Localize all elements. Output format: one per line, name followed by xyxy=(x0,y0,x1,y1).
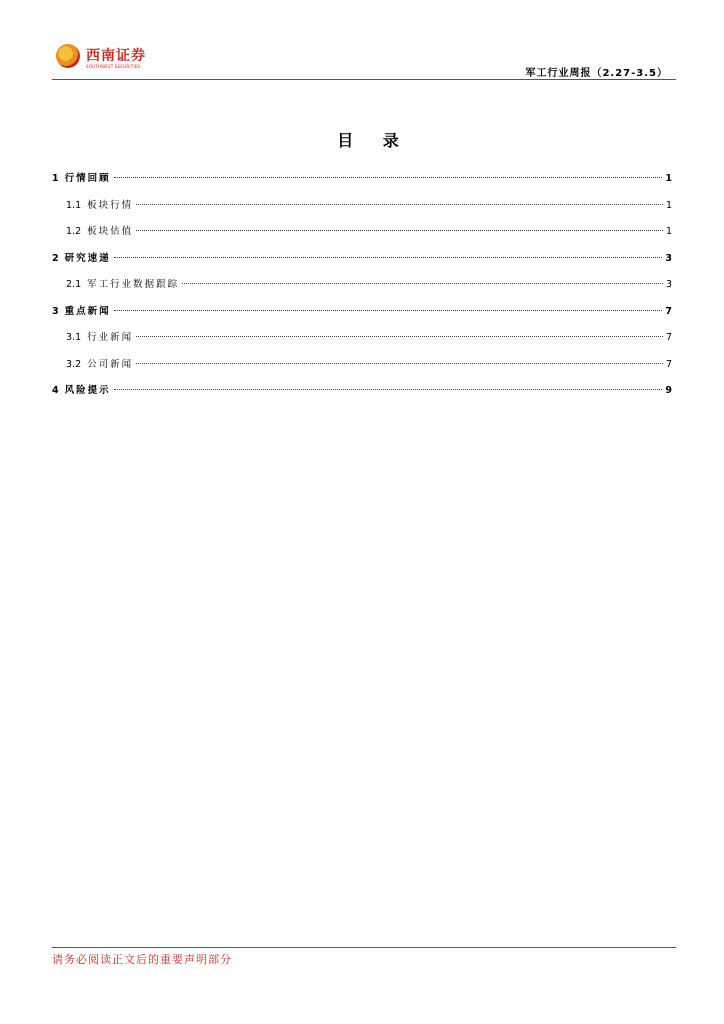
toc-entry-title: 板块行情 xyxy=(87,199,134,211)
logo-chinese-name: 西南证券 xyxy=(86,48,146,64)
toc-entry-page: 7 xyxy=(665,358,672,370)
toc-entry-page: 9 xyxy=(665,385,672,396)
toc-heading: 目 录 xyxy=(337,131,411,150)
toc-leader-dots xyxy=(114,389,663,390)
table-of-contents xyxy=(52,171,672,399)
toc-entry-page: 3 xyxy=(665,252,672,264)
toc-leader-dots xyxy=(114,257,663,258)
toc-entry-number: 2.1 xyxy=(66,279,82,290)
toc-entry-title: 重点新闻 xyxy=(64,305,111,317)
logo-mark-icon xyxy=(56,44,80,68)
toc-entry-title: 公司新闻 xyxy=(87,358,134,370)
toc-entry[interactable] xyxy=(52,277,672,293)
footer-disclaimer: 请务必阅读正文后的重要声明部分 xyxy=(52,953,232,966)
toc-entry-title: 军工行业数据跟踪 xyxy=(87,279,180,290)
toc-entry-page: 1 xyxy=(665,173,672,184)
toc-entry-page: 1 xyxy=(665,199,672,211)
footer-divider xyxy=(52,947,676,948)
toc-entry-page: 7 xyxy=(665,332,672,343)
toc-leader-dots xyxy=(114,177,663,178)
toc-entry-title: 行情回顾 xyxy=(64,173,111,184)
toc-entry-number: 4 xyxy=(52,385,59,396)
toc-leader-dots xyxy=(136,363,663,364)
toc-entry-title: 研究速递 xyxy=(64,252,111,264)
toc-leader-dots xyxy=(182,283,663,284)
toc-entry-number: 3.1 xyxy=(66,332,82,343)
company-logo xyxy=(52,40,152,74)
toc-leader-dots xyxy=(136,204,663,205)
toc-entry-page: 7 xyxy=(665,305,672,317)
toc-entry[interactable] xyxy=(52,198,672,214)
toc-entry[interactable] xyxy=(52,357,672,373)
toc-entry-number: 1.1 xyxy=(66,199,82,211)
toc-entry[interactable] xyxy=(52,330,672,346)
toc-entry[interactable] xyxy=(52,383,672,399)
toc-entry[interactable] xyxy=(52,304,672,320)
toc-entry[interactable] xyxy=(52,171,672,187)
toc-leader-dots xyxy=(136,336,663,337)
toc-leader-dots xyxy=(114,310,663,311)
report-title: 军工行业周报（2.27-3.5） xyxy=(525,68,668,79)
logo-english-name: SOUTHWEST SECURITIES xyxy=(86,64,141,69)
toc-entry-page: 3 xyxy=(665,279,672,290)
toc-entry-number: 3 xyxy=(52,305,59,317)
toc-entry-title: 风险提示 xyxy=(64,385,111,396)
toc-entry-number: 1 xyxy=(52,173,59,184)
toc-entry-title: 板块估值 xyxy=(87,226,134,237)
page-header xyxy=(52,40,676,82)
toc-entry-number: 1.2 xyxy=(66,226,82,237)
toc-leader-dots xyxy=(136,230,663,231)
toc-entry[interactable] xyxy=(52,251,672,267)
toc-entry[interactable] xyxy=(52,224,672,240)
toc-entry-page: 1 xyxy=(665,226,672,237)
toc-entry-number: 3.2 xyxy=(66,358,82,370)
toc-entry-number: 2 xyxy=(52,252,59,264)
header-divider xyxy=(52,79,676,80)
toc-entry-title: 行业新闻 xyxy=(87,332,134,343)
